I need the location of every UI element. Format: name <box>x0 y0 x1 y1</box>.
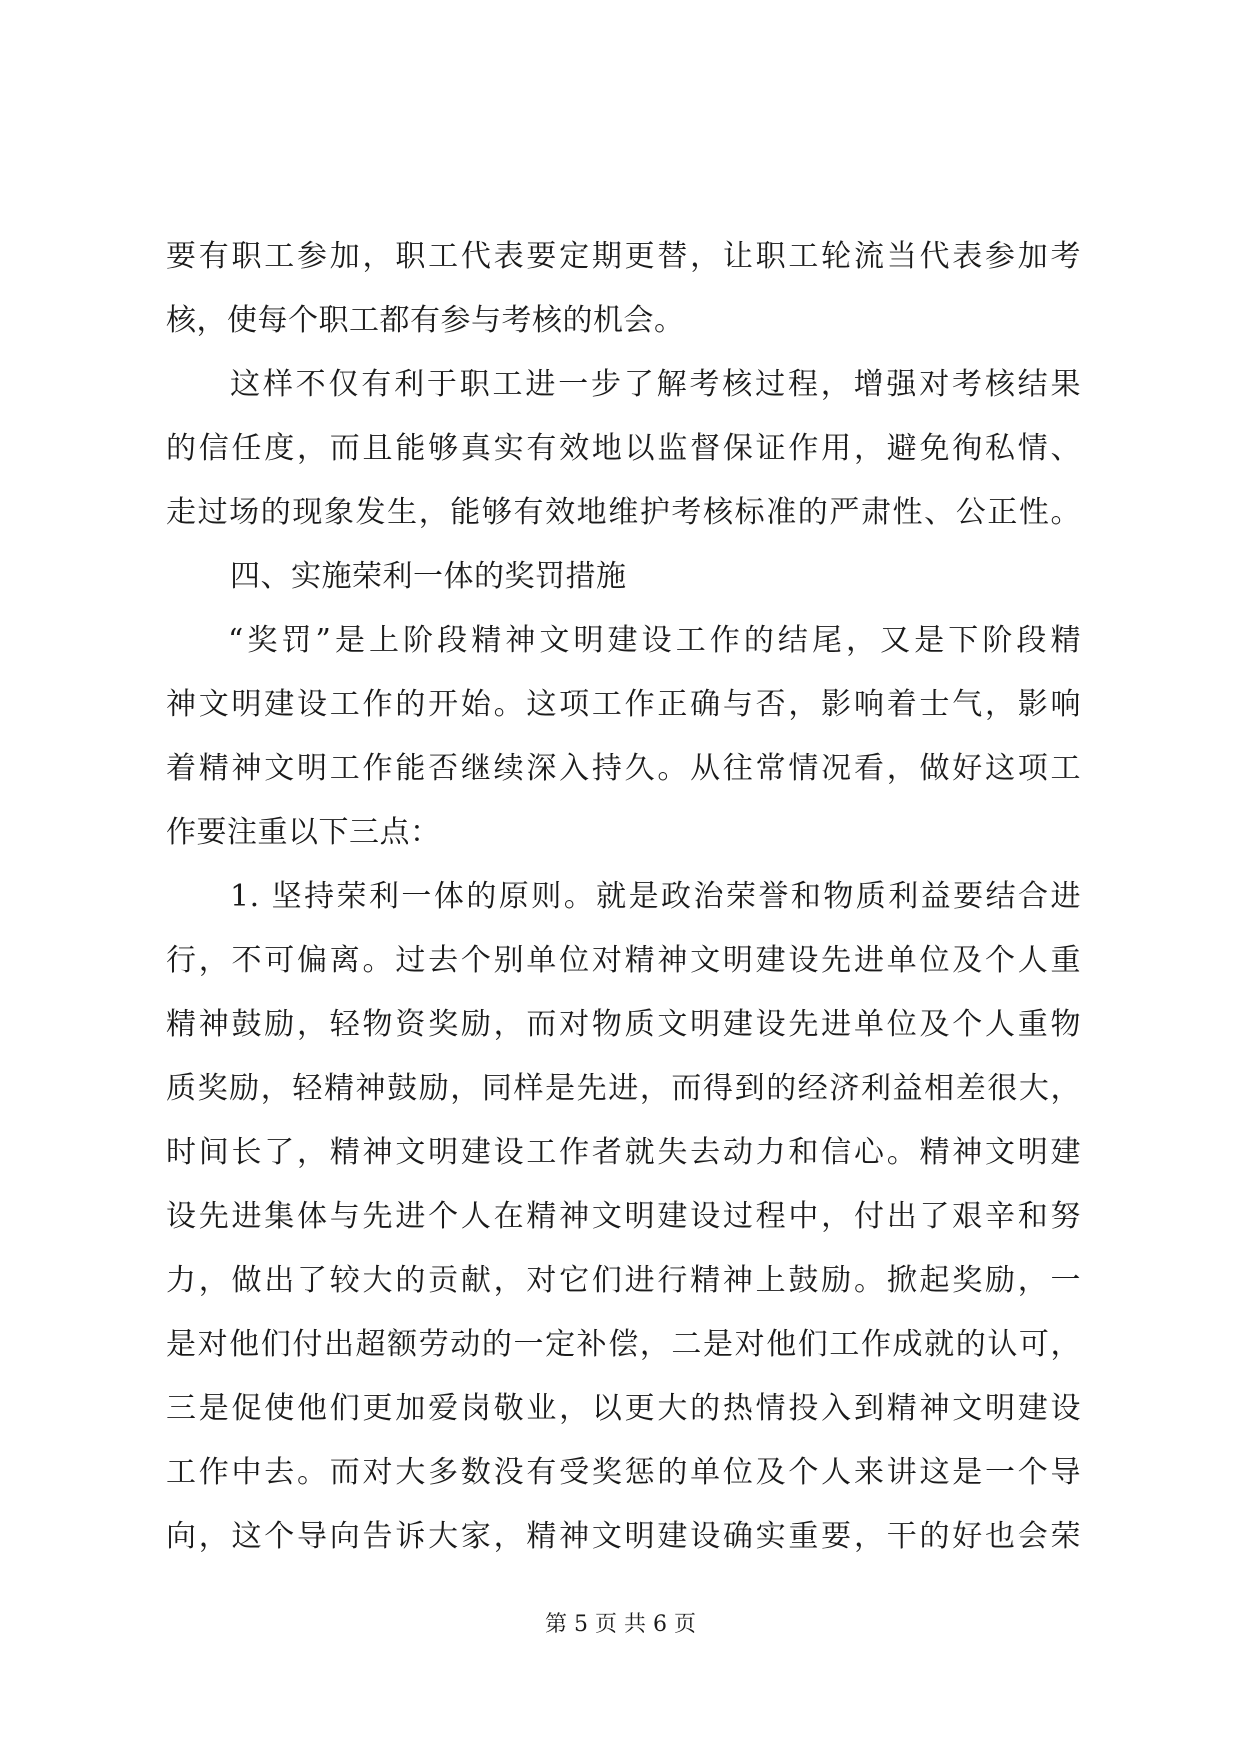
paragraph-line: 质奖励，轻精神鼓励，同样是先进，而得到的经济利益相差很大， <box>166 1071 1081 1106</box>
paragraph-line: 三是促使他们更加爱岗敬业，以更大的热情投入到精神文明建设 <box>166 1391 1081 1426</box>
paragraph-line: “奖罚”是上阶段精神文明建设工作的结尾，又是下阶段精 <box>228 623 1081 658</box>
paragraph-line: 要有职工参加，职工代表要定期更替，让职工轮流当代表参加考 <box>166 239 1081 274</box>
paragraph-line: 的信任度，而且能够真实有效地以监督保证作用，避免徇私情、 <box>166 431 1081 466</box>
paragraph-line: 作要注重以下三点： <box>166 815 441 850</box>
paragraph-line: 设先进集体与先进个人在精神文明建设过程中，付出了艰辛和努 <box>166 1199 1081 1234</box>
paragraph-line: 向，这个导向告诉大家，精神文明建设确实重要，干的好也会荣 <box>166 1519 1081 1554</box>
document-body <box>166 225 1081 1569</box>
section-heading: 四、实施荣利一体的奖罚措施 <box>230 559 627 594</box>
paragraph-line: 力，做出了较大的贡献，对它们进行精神上鼓励。掀起奖励，一 <box>166 1263 1081 1298</box>
paragraph-line: 走过场的现象发生，能够有效地维护考核标准的严肃性、公正性。 <box>166 495 1081 530</box>
paragraph-line: 核，使每个职工都有参与考核的机会。 <box>166 303 685 338</box>
paragraph-line: 工作中去。而对大多数没有受奖惩的单位及个人来讲这是一个导 <box>166 1455 1081 1490</box>
paragraph-line: 时间长了，精神文明建设工作者就失去动力和信心。精神文明建 <box>166 1135 1081 1170</box>
paragraph-line: 1. 坚持荣利一体的原则。就是政治荣誉和物质利益要结合进 <box>230 879 1081 914</box>
page-number: 第 5 页 共 6 页 <box>545 1612 696 1637</box>
paragraph-line: 精神鼓励，轻物资奖励，而对物质文明建设先进单位及个人重物 <box>166 1007 1081 1042</box>
paragraph-line: 是对他们付出超额劳动的一定补偿，二是对他们工作成就的认可， <box>166 1327 1081 1362</box>
paragraph-line: 着精神文明工作能否继续深入持久。从往常情况看，做好这项工 <box>166 751 1081 786</box>
paragraph-line: 这样不仅有利于职工进一步了解考核过程，增强对考核结果 <box>230 367 1081 402</box>
paragraph-line: 神文明建设工作的开始。这项工作正确与否，影响着士气，影响 <box>166 687 1081 722</box>
paragraph-line: 行，不可偏离。过去个别单位对精神文明建设先进单位及个人重 <box>166 943 1081 978</box>
